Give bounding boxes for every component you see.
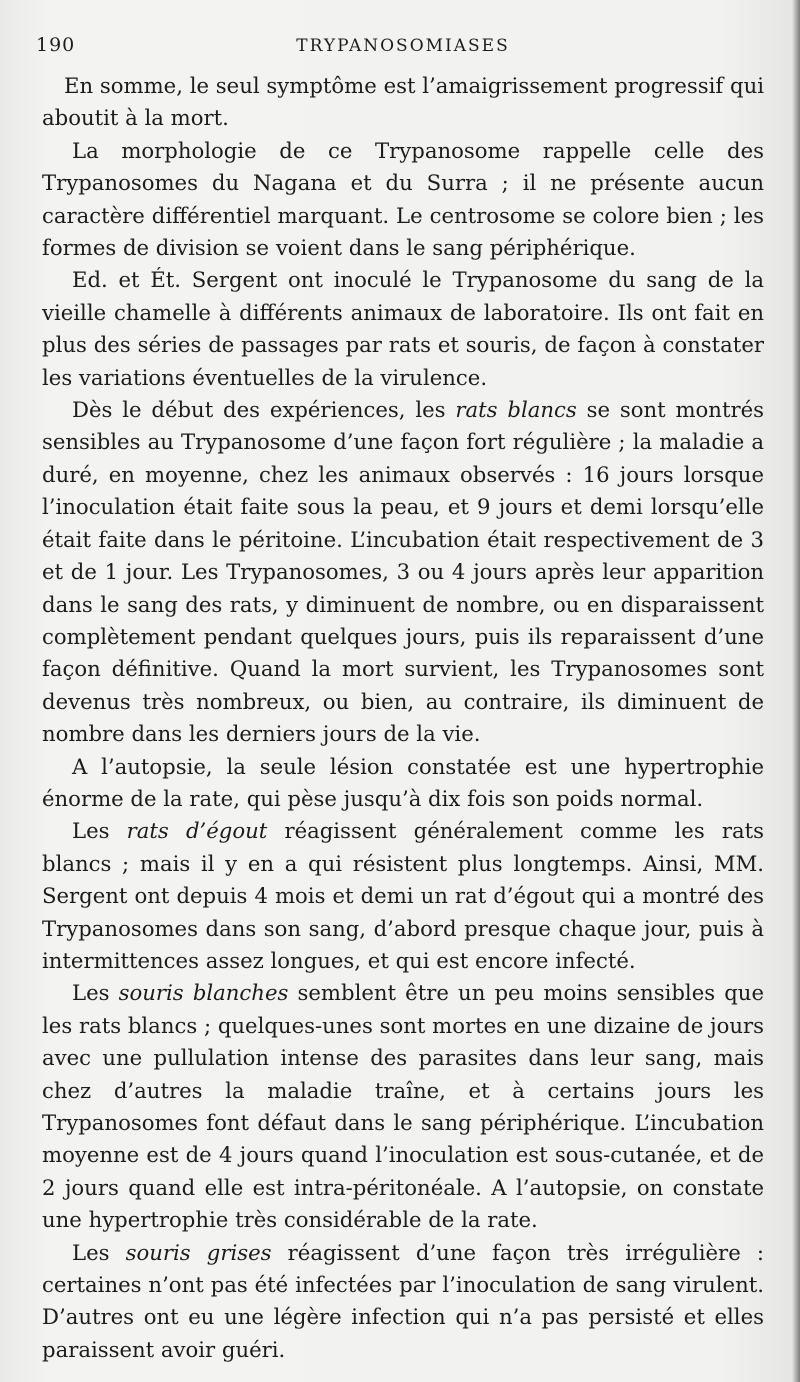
paragraph-text: Les bbox=[72, 980, 119, 1006]
italic-term: rats blancs bbox=[455, 397, 577, 423]
paragraph-8 bbox=[42, 1237, 764, 1367]
page-header bbox=[36, 34, 764, 64]
paragraph-7 bbox=[42, 977, 764, 1236]
body-text bbox=[42, 70, 764, 1366]
page-edge-shadow bbox=[792, 0, 800, 1382]
paragraph-1 bbox=[42, 70, 764, 135]
paragraph-text: semblent être un peu moins sensibles que les rats blancs ; quelques-unes sont mortes en une dizaine de jours avec une pullulation intense des parasites dans leur sang, mais chez d’autres la maladie traîne, et à certains jours les Trypanosomes font défaut dans le sang périphérique. L’incubation moyenne est de 4 jours quand l’inoculation est sous-cutanée, et de 2 jours quand elle est intra-péritonéale. A l’autopsie, on constate une hypertrophie très considérable de la rate. bbox=[42, 980, 764, 1233]
paragraph-text: se sont montrés sensibles au Trypanosome d’une façon fort régulière ; la maladie a duré, en moyenne, chez les animaux observés : 16 jours lorsque l’inoculation était faite sous la peau, et 9 jours et demi lorsqu’elle était faite dans le péritoine. L’incubation était respectivement de 3 et de 1 jour. Les Trypanosomes, 3 ou 4 jours après leur apparition dans le sang des rats, y diminuent de nombre, ou en disparaissent complètement pendant quelques jours, puis ils reparaissent d’une façon définitive. Quand la mort survient, les Trypanosomes sont devenus très nombreux, ou bien, au contraire, ils diminuent de nombre dans les derniers jours de la vie. bbox=[42, 397, 764, 747]
paragraph-text: Ed. et Ét. Sergent ont inoculé le Trypanosome du sang de la vieille chamelle à différents animaux de laboratoire. Ils ont fait en plus des séries de passages par rats et souris, de façon à constater les variations éventuelles de la virulence. bbox=[42, 267, 764, 390]
paragraph-6 bbox=[42, 815, 764, 977]
paragraph-3 bbox=[42, 264, 764, 394]
paragraph-4 bbox=[42, 394, 764, 750]
paragraph-text: réagissent généralement comme les rats blancs ; mais il y en a qui résistent plus longtemps. Ainsi, MM. Sergent ont depuis 4 mois et demi un rat d’égout qui a montré des Trypanosomes dans son sang, d’abord presque chaque jour, puis à intermittences assez longues, et qui est encore infecté. bbox=[42, 818, 764, 973]
paragraph-2 bbox=[42, 135, 764, 265]
italic-term: rats d’égout bbox=[126, 818, 268, 844]
paragraph-text: Les bbox=[72, 818, 127, 844]
italic-term: souris blanches bbox=[118, 980, 289, 1006]
page-number: 190 bbox=[36, 34, 76, 56]
paragraph-text: Dès le début des expériences, les bbox=[72, 397, 456, 423]
running-title: TRYPANOSOMIASES bbox=[296, 36, 510, 56]
paragraph-text: La morphologie de ce Trypanosome rappelle celle des Trypanosomes du Nagana et du Surra ; il ne présente aucun caractère différentiel marquant. Le centrosome se colore bien ; les formes de division se voient dans le sang périphérique. bbox=[42, 137, 764, 261]
italic-term: souris grises bbox=[125, 1239, 272, 1265]
paragraph-text: A l’autopsie, la seule lésion constatée est une hypertrophie énorme de la rate, qui pèse jusqu’à dix fois son poids normal. bbox=[42, 753, 764, 811]
paragraph-text: Les bbox=[72, 1239, 126, 1265]
paragraph-text: En somme, le seul symptôme est l’amaigrissement progressif qui aboutit à la mort. bbox=[42, 73, 764, 131]
paragraph-5 bbox=[42, 751, 764, 816]
paragraph-text: réagissent d’une façon très irrégulière : certaines n’ont pas été infectées par l’inoculation de sang virulent. D’autres ont eu une légère infection qui n’a pas persisté et elles paraissent avoir guéri. bbox=[42, 1239, 764, 1362]
